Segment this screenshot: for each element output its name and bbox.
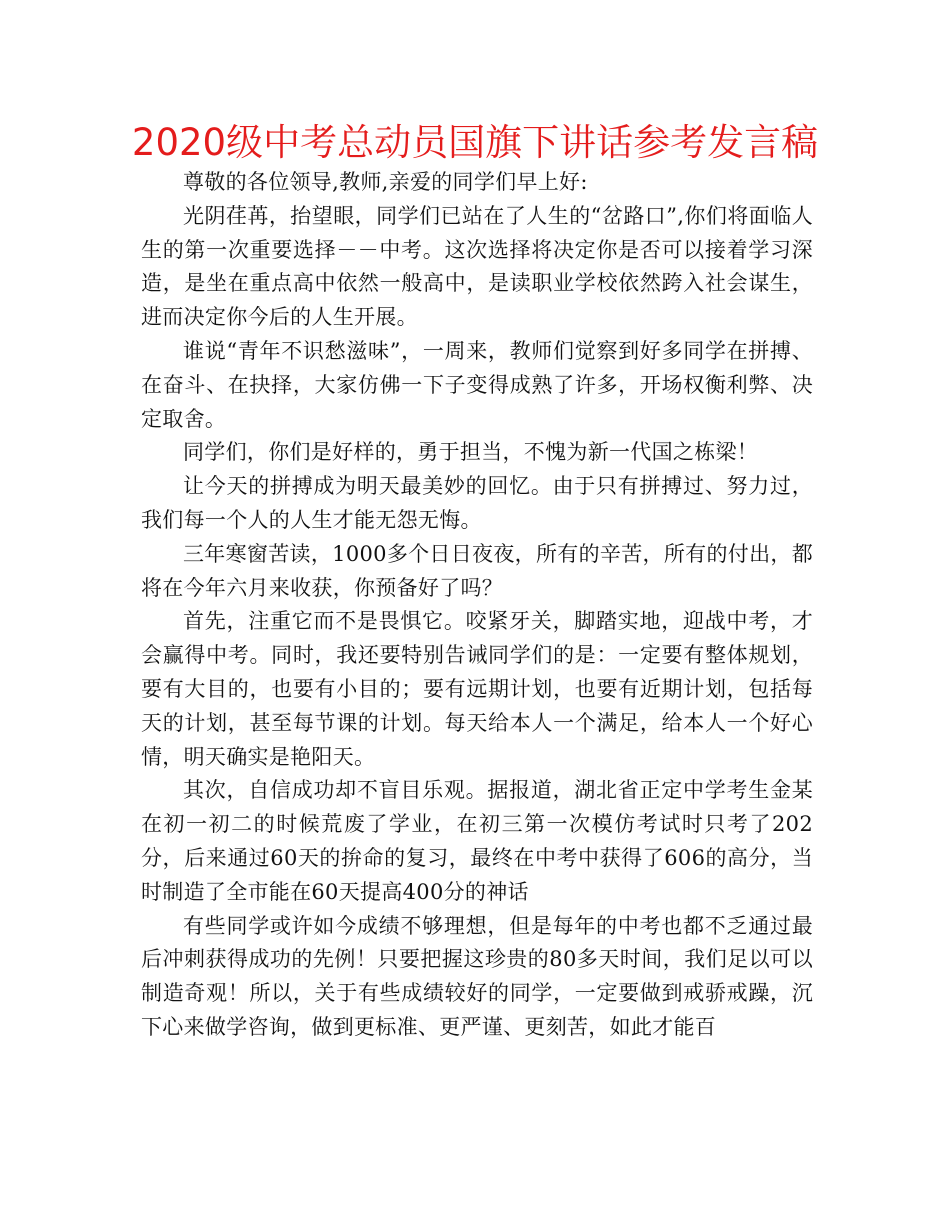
paragraph: 谁说“青年不识愁滋味”，一周来，教师们觉察到好多同学在拼搏、在奋斗、在抉择，大家仿佛一下子变得成熟了许多，开场权衡利弊、决定取舍。 <box>141 338 813 431</box>
paragraph: 同学们，你们是好样的，勇于担当，不愧为新一代国之栋梁！ <box>183 440 759 465</box>
document-title: 2020级中考总动员国旗下讲话参考发言稿 <box>131 121 819 164</box>
paragraph: 其次，自信成功却不盲目乐观。据报道，湖北省正定中学考生金某在初一初二的时候荒废了学业，在初三第一次模仿考试时只考了202分，后来通过60天的拚命的复习，最终在中考中获得了606的高分，当时制造了全市能在60天提高400分的神话 <box>141 778 813 904</box>
paragraph: 光阴荏苒，抬望眼，同学们已站在了人生的“岔路口”,你们将面临人生的第一次重要选择－－中考。这次选择将决定你是否可以接着学习深造，是坐在重点高中依然一般高中，是读职业学校依然跨入社会谋生，进而决定你今后的人生开展。 <box>141 203 813 330</box>
paragraph-greeting: 尊敬的各位领导,教师,亲爱的同学们早上好: <box>183 170 588 194</box>
paragraph: 三年寒窗苦读，1000多个日日夜夜，所有的辛苦，所有的付出，都将在今年六月来收获，你预备好了吗？ <box>141 541 813 600</box>
paragraph: 首先，注重它而不是畏惧它。咬紧牙关，脚踏实地，迎战中考，才会赢得中考。同时，我还要特别告诫同学们的是：一定要有整体规划，要有大目的，也要有小目的；要有远期计划，也要有近期计划，包括每天的计划，甚至每节课的计划。每天给本人一个满足，给本人一个好心情，明天确实是艳阳天。 <box>141 609 813 769</box>
paragraph: 有些同学或许如今成绩不够理想，但是每年的中考也都不乏通过最后冲刺获得成功的先例！只要把握这珍贵的80多天时间，我们足以可以制造奇观！所以，关于有些成绩较好的同学，一定要做到戒骄戒躁，沉下心来做学咨询，做到更标准、更严谨、更刻苦，如此才能百 <box>141 913 813 1039</box>
document-body <box>141 166 813 1045</box>
paragraph: 让今天的拼搏成为明天最美妙的回忆。由于只有拼搏过、努力过，我们每一个人的人生才能无怨无悔。 <box>141 474 813 532</box>
